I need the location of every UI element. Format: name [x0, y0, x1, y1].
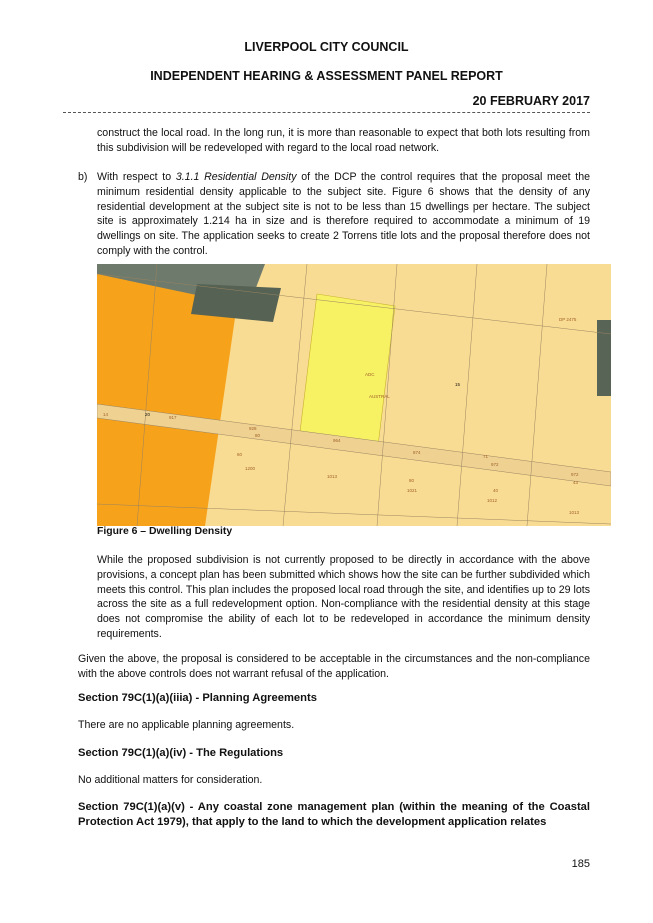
figure-caption: Figure 6 – Dwelling Density: [97, 526, 233, 537]
map-label: 1012: [487, 498, 498, 503]
header-divider: [63, 112, 590, 113]
dwelling-density-map: [97, 264, 611, 526]
council-name: LIVERPOOL CITY COUNCIL: [244, 40, 409, 54]
map-label: 1021: [407, 488, 418, 493]
map-label: 80: [255, 433, 261, 438]
map-label: 43: [573, 480, 579, 485]
map-label: 40: [493, 488, 499, 493]
map-label: 20: [145, 412, 151, 417]
map-label: 1013: [327, 474, 338, 479]
paragraph-conclusion: Given the above, the proposal is considered to be acceptable in the circumstances and the non-compliance with the above controls does not warrant refusal of the application.: [78, 653, 590, 680]
section-heading-regulations: Section 79C(1)(a)(iv) - The Regulations: [78, 747, 284, 759]
regulations-text: No additional matters for consideration.: [78, 774, 263, 786]
map-label: 60: [237, 452, 243, 457]
map-label: 972: [571, 472, 579, 477]
map-label: 874: [413, 450, 421, 455]
section-heading-planning-agreements: Section 79C(1)(a)(iiia) - Planning Agreements: [78, 692, 317, 704]
map-label: DP 2475: [559, 317, 577, 322]
map-label: 1013: [569, 510, 580, 515]
map-label: 917: [169, 415, 177, 420]
dcp-reference: 3.1.1 Residential Density: [175, 171, 297, 183]
density-intro: With respect to: [97, 171, 176, 183]
map-label: 15: [455, 382, 461, 387]
map-label: ADC: [365, 372, 375, 377]
map-label: 972: [491, 462, 499, 467]
paragraph-concept-plan: While the proposed subdivision is not currently proposed to be directly in accordance with the above provisions, a concept plan has been submitted which shows how the site can be further subdivided which meets this control. This plan includes the proposed local road through the site, and identifies up to 29 lots across the site as a full redevelopment option. Non-compliance with the residential density at this stage does not compromise the ability of each lot to be redeveloped in accordance the minimum density requirements.: [97, 554, 590, 640]
map-label: 14: [103, 412, 109, 417]
map-label: 1200: [245, 466, 256, 471]
density-text: of the DCP the control requires that the proposal meet the minimum residential density applicable to the subject site. Figure 6 shows that the density of any residential development at the subject site is not to be less than 15 dwellings per hectare. The subject site is approximately 1.214 ha in size and is therefore required to accommodate a minimum of 19 dwellings on site. The application seeks to create 2 Torrens title lots and the proposal therefore does not comply with the control.: [97, 171, 590, 257]
report-title: INDEPENDENT HEARING & ASSESSMENT PANEL REPORT: [150, 69, 503, 83]
map-label: 928: [249, 426, 257, 431]
paragraph-continued: construct the local road. In the long run, it is more than reasonable to expect that both lots resulting from this subdivision will be redeveloped with regard to the local road network.: [97, 127, 590, 154]
paragraph-residential-density: [97, 170, 590, 259]
page-number: 185: [571, 858, 590, 870]
map-label: 964: [333, 438, 341, 443]
aerial-photo-strip-right: [597, 320, 611, 396]
planning-agreements-text: There are no applicable planning agreements.: [78, 719, 295, 731]
map-label: 71: [483, 454, 489, 459]
map-label: AUSTRAL: [369, 394, 390, 399]
section-heading-coastal-zone: Section 79C(1)(a)(v) - Any coastal zone management plan (within the meaning of the Coastal Protection Act 1979), that apply to the land to which the development application relates: [78, 801, 590, 828]
map-label: 80: [409, 478, 415, 483]
list-marker-b: b): [78, 171, 88, 183]
report-date: 20 FEBRUARY 2017: [472, 94, 590, 108]
